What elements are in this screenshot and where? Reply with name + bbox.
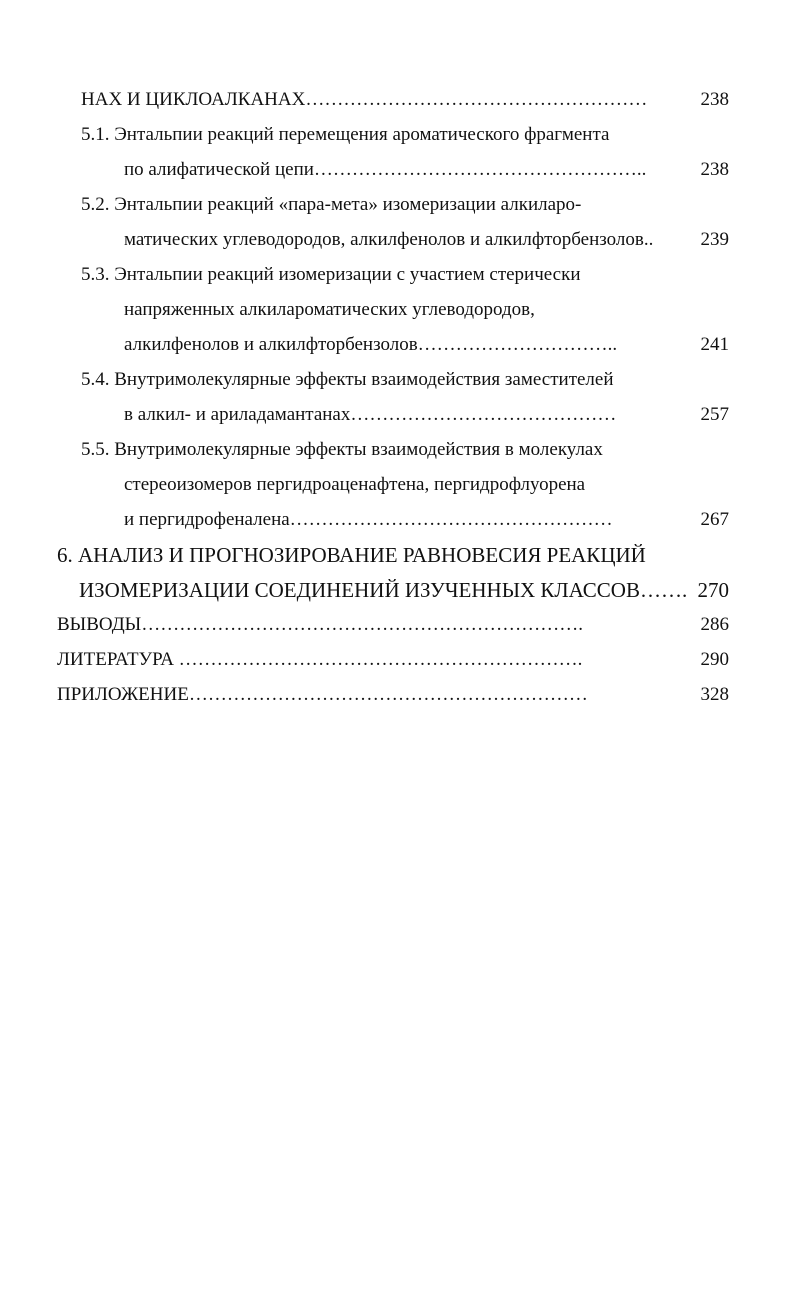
toc-line bbox=[81, 120, 729, 150]
toc-entry-text: НАХ И ЦИКЛОАЛКАНАХ……………………………………………… bbox=[81, 89, 648, 110]
toc-line bbox=[81, 190, 729, 220]
toc-line bbox=[124, 505, 729, 535]
toc-entry-text: алкилфенолов и алкилфторбензолов………………………….. bbox=[124, 334, 618, 355]
toc-page-number: 241 bbox=[693, 330, 729, 360]
toc-line bbox=[81, 365, 729, 395]
toc-line bbox=[79, 575, 729, 605]
toc-page-number: 328 bbox=[693, 680, 729, 710]
toc-entry-text: напряженных алкилароматических углеводородов, bbox=[124, 299, 535, 320]
toc-entry-text: и пергидрофеналена…………………………………………… bbox=[124, 509, 613, 530]
toc-line bbox=[57, 540, 729, 570]
toc-entry-text: ВЫВОДЫ……………………………………………………………. bbox=[57, 614, 583, 635]
toc-entry-text: матических углеводородов, алкилфенолов и алкилфторбензолов.. bbox=[124, 229, 654, 250]
toc-page-number: 238 bbox=[693, 155, 729, 185]
toc-entry-text: 6. АНАЛИЗ И ПРОГНОЗИРОВАНИЕ РАВНОВЕСИЯ РЕАКЦИЙ bbox=[57, 543, 646, 567]
toc-line bbox=[124, 400, 729, 430]
toc-entry-text: 5.3. Энтальпии реакций изомеризации с участием стерически bbox=[81, 264, 581, 285]
toc-entry-text: стереоизомеров пергидроаценафтена, пергидрофлуорена bbox=[124, 474, 586, 495]
toc-line bbox=[57, 645, 729, 675]
toc-entry-text: по алифатической цепи…………………………………………….. bbox=[124, 159, 647, 180]
toc-page-number: 286 bbox=[693, 610, 729, 640]
toc-line bbox=[81, 435, 729, 465]
toc-line bbox=[81, 85, 729, 115]
toc-page-number: 267 bbox=[693, 505, 729, 535]
toc-line bbox=[57, 610, 729, 640]
toc-entry-text: 5.5. Внутримолекулярные эффекты взаимодействия в молекулах bbox=[81, 439, 603, 460]
toc-line bbox=[57, 680, 729, 710]
toc-entry-text: 5.1. Энтальпии реакций перемещения ароматического фрагмента bbox=[81, 124, 610, 145]
toc-entry-text: 5.4. Внутримолекулярные эффекты взаимодействия заместителей bbox=[81, 369, 614, 390]
toc-entry-text: в алкил- и ариладамантанах…………………………………… bbox=[124, 404, 617, 425]
toc-page-number: 238 bbox=[693, 85, 729, 115]
toc-entry-text: ИЗОМЕРИЗАЦИИ СОЕДИНЕНИЙ ИЗУЧЕННЫХ КЛАССОВ……. bbox=[79, 578, 688, 602]
toc-line bbox=[81, 260, 729, 290]
toc-line bbox=[124, 225, 729, 255]
toc-line bbox=[124, 330, 729, 360]
toc-page-number: 257 bbox=[693, 400, 729, 430]
toc-line bbox=[124, 155, 729, 185]
toc-page-number: 239 bbox=[693, 225, 729, 255]
toc-page-number: 290 bbox=[693, 645, 729, 675]
toc-page-number: 270 bbox=[693, 575, 729, 605]
toc-entry-text: ПРИЛОЖЕНИЕ……………………………………………………… bbox=[57, 684, 588, 705]
toc-entry-text: 5.2. Энтальпии реакций «пара-мета» изомеризации алкиларо- bbox=[81, 194, 582, 215]
toc-entry-text: ЛИТЕРАТУРА ………………………………………………………. bbox=[57, 649, 583, 670]
toc-line bbox=[124, 470, 729, 500]
toc-line bbox=[124, 295, 729, 325]
